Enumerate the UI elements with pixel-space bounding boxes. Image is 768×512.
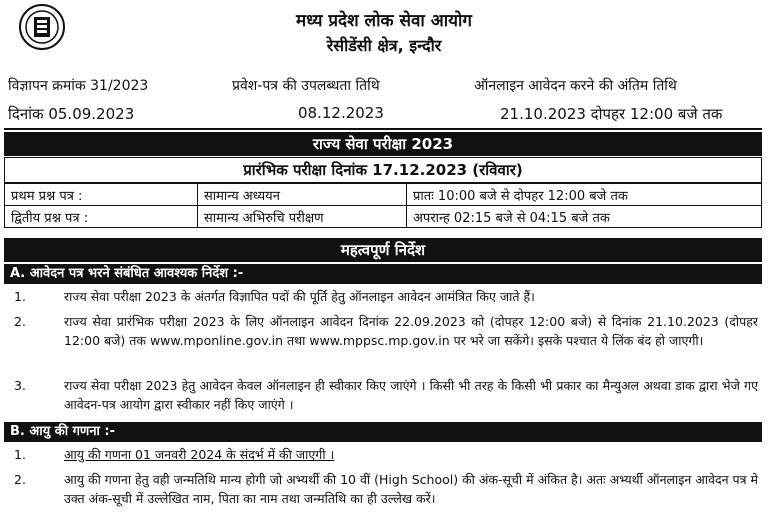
item-number: 2.	[14, 472, 26, 487]
admit-card-label: प्रवेश-पत्र की उपलब्धता तिथि	[232, 78, 380, 94]
item-number: 1.	[14, 289, 26, 304]
item-number: 1.	[14, 447, 26, 462]
paper-time: अपरान्ह 02:15 बजे से 04:15 बजे तक	[407, 206, 762, 228]
exam-title: राज्य सेवा परीक्षा 2023	[4, 132, 762, 156]
paper-name: प्रथम प्रश्न पत्र :	[5, 184, 198, 206]
last-date-label: ऑनलाइन आवेदन करने की अंतिम तिथि	[474, 78, 677, 94]
item-text: राज्य सेवा परीक्षा 2023 हेतु आवेदन केवल ऑनलाइन ही स्वीकार किए जाएंगे । किसी भी तरह के किसी भी प्रकार का मैन्युअल अथवा डाक द्वारा भेजे गए आवेदन-पत्र आयोग द्वारा स्वीकार नहीं किए जाएंगे ।	[64, 378, 758, 412]
item-number: 3.	[14, 378, 26, 393]
table-row	[5, 184, 762, 206]
last-date-value: 21.10.2023 दोपहर 12:00 बजे तक	[500, 105, 723, 123]
section-b-heading	[4, 422, 762, 442]
paper-subject: सामान्य अध्ययन	[198, 184, 407, 206]
item-number: 2.	[14, 314, 26, 329]
table-row	[5, 206, 762, 228]
advertisement-number: विज्ञापन क्रमांक 31/2023	[8, 78, 149, 94]
list-item	[4, 470, 758, 510]
paper-subject: सामान्य अभिरुचि परीक्षण	[198, 206, 407, 228]
org-address: रेसीडेंसी क्षेत्र, इन्दौर	[326, 36, 442, 55]
paper-time: प्रातः 10:00 बजे से दोपहर 12:00 बजे तक	[407, 184, 762, 206]
section-a-heading	[4, 264, 762, 284]
item-text: आयु की गणना हेतु वही जन्मतिथि मान्य होगी जो अभ्यर्थी की 10 वीं (High School) की अंक-सूची में अंकित है। अतः अभ्यर्थी ऑनलाइन आवेदन पत्र मे उक्त अंक-सूची में उल्लेखित नाम, पिता का नाम तथा जन्मतिथि का ही उल्लेख करें।	[64, 472, 758, 506]
admit-card-date: 08.12.2023	[298, 104, 384, 122]
list-item	[4, 445, 758, 465]
list-item	[4, 312, 758, 372]
list-item	[4, 376, 758, 416]
advertisement-date: दिनांक 05.09.2023	[8, 105, 135, 123]
item-text: राज्य सेवा प्रारंभिक परीक्षा 2023 के लिए ऑनलाइन आवेदन दिनांक 22.09.2023 को (दोपहर 12:00 बजे) से दिनांक 21.10.2023 (दोपहर 12:00 बजे) तक www.mponline.gov.in तथा www.mppsc.mp.gov.in पर भरे जा सकेंगे। इसके पश्चात ये लिंक बंद हो जाएगी।	[64, 314, 758, 348]
section-a-title: A. आवेदन पत्र भरने संबंधित आवश्यक निर्देश :-	[10, 266, 244, 281]
item-text: राज्य सेवा परीक्षा 2023 के अंतर्गत विज्ञापित पदों की पूर्ति हेतु ऑनलाइन आवेदन आमंत्रित किए जाते हैं।	[64, 289, 535, 304]
instructions-title: महत्वपूर्ण निर्देश	[4, 238, 762, 262]
list-item	[4, 287, 758, 307]
divider	[4, 128, 762, 130]
org-name: मध्य प्रदेश लोक सेवा आयोग	[296, 11, 472, 31]
prelim-date: प्रारंभिक परीक्षा दिनांक 17.12.2023 (रविवार)	[4, 157, 762, 183]
paper-name: द्वितीय प्रश्न पत्र :	[5, 206, 198, 228]
item-text: आयु की गणना 01 जनवरी 2024 के संदर्भ में की जाएगी ।	[64, 447, 335, 462]
section-b-title: B. आयु की गणना :-	[10, 424, 116, 439]
paper-schedule-table	[4, 183, 762, 228]
